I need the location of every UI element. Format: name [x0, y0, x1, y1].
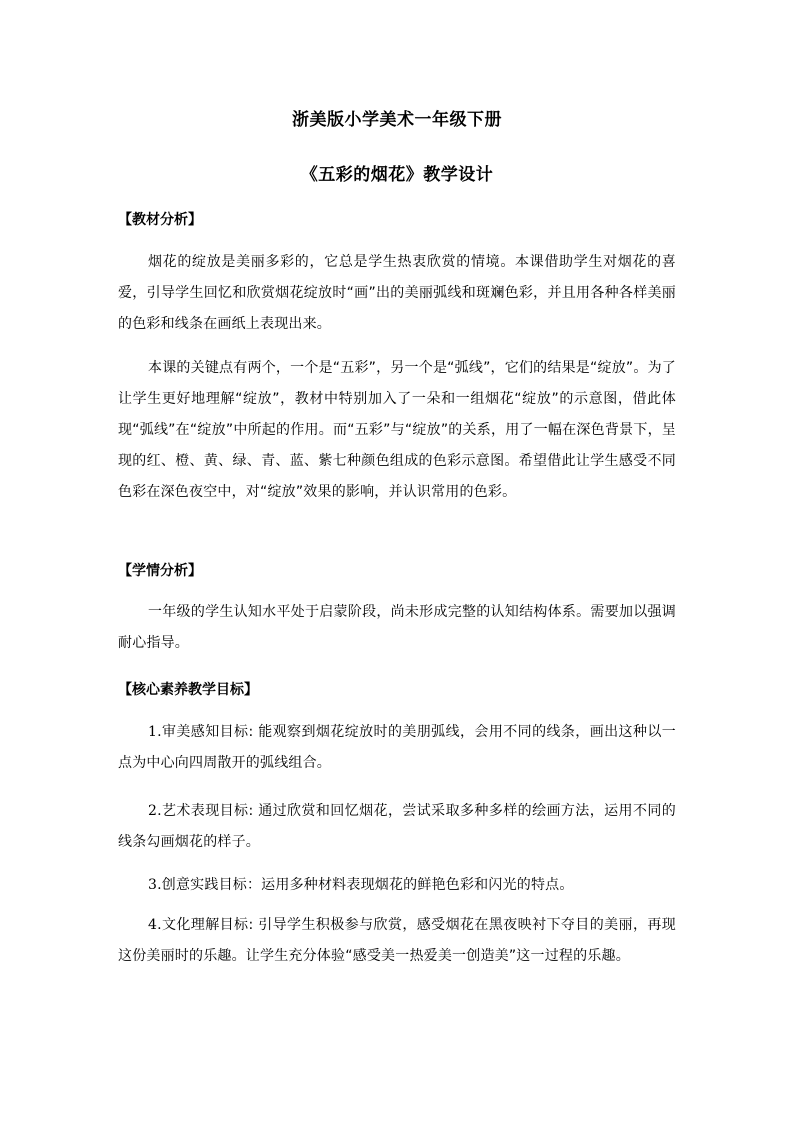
- goal-item-number: 1.: [148, 724, 162, 740]
- section-heading-goals: 【核心素养教学目标】: [118, 682, 258, 698]
- document-title-line1: 浙美版小学美术一年级下册: [292, 110, 502, 130]
- analysis-paragraph-2: 本课的关键点有两个，一个是“五彩”，另一个是“弧线”，它们的结果是“绽放”。为了让学生更好地理解“绽放”，教材中特别加入了一朵和一组烟花“绽放”的示意图，借此体现“弧线”在“绽放”中所起的作用。而“五彩”与“绽放”的关系，用了一幅在深色背景下，呈现的红、橙、黄、绿、青、蓝、紫七种颜色组成的色彩示意图。希望借此让学生感受不同色彩在深色夜空中，对“绽放”效果的影响，并认识常用的色彩。: [118, 360, 676, 500]
- document-title-line2: 《五彩的烟花》教学设计: [300, 165, 494, 185]
- goal-item-text: 文化理解目标: 引导学生积极参与欣赏，感受烟花在黑夜映衬下夺目的美丽，再现这份美丽时的乐趣。让学生充分体验“感受美一热爱美一创造美”这一过程的乐趣。: [118, 917, 676, 964]
- goal-item: [118, 796, 676, 858]
- goal-item-number: 3.: [148, 877, 162, 893]
- goal-item: [118, 717, 676, 779]
- goal-item-text: 艺术表现目标: 通过欣赏和回忆烟花，尝试采取多种多样的绘画方法，运用不同的线条勾画烟花的样子。: [118, 803, 676, 850]
- goal-item-number: 2.: [148, 803, 162, 819]
- analysis-paragraph-1: 烟花的绽放是美丽多彩的，它总是学生热衷欣赏的情境。本课借助学生对烟花的喜爱，引导学生回忆和欣赏烟花绽放时“画”出的美丽弧线和斑斓色彩，并且用各种各样美丽的色彩和线条在画纸上表现出来。: [118, 254, 676, 332]
- students-paragraph-1: 一年级的学生认知水平处于启蒙阶段，尚未形成完整的认知结构体系。需要加以强调耐心指导。: [118, 604, 676, 651]
- goal-item-text: 审美感知目标: 能观察到烟花绽放时的美朋弧线，会用不同的线条，画出这种以一点为中心向四周散开的弧线组合。: [118, 724, 676, 771]
- goal-item-text: 创意实践目标：运用多种材料表现烟花的鲜艳色彩和闪光的特点。: [161, 877, 574, 893]
- section-heading-analysis: 【教材分析】: [118, 212, 202, 228]
- goal-item-number: 4.: [148, 917, 162, 933]
- goal-item: [118, 910, 676, 972]
- section-heading-students: 【学情分析】: [118, 563, 202, 579]
- goal-item: [118, 870, 676, 901]
